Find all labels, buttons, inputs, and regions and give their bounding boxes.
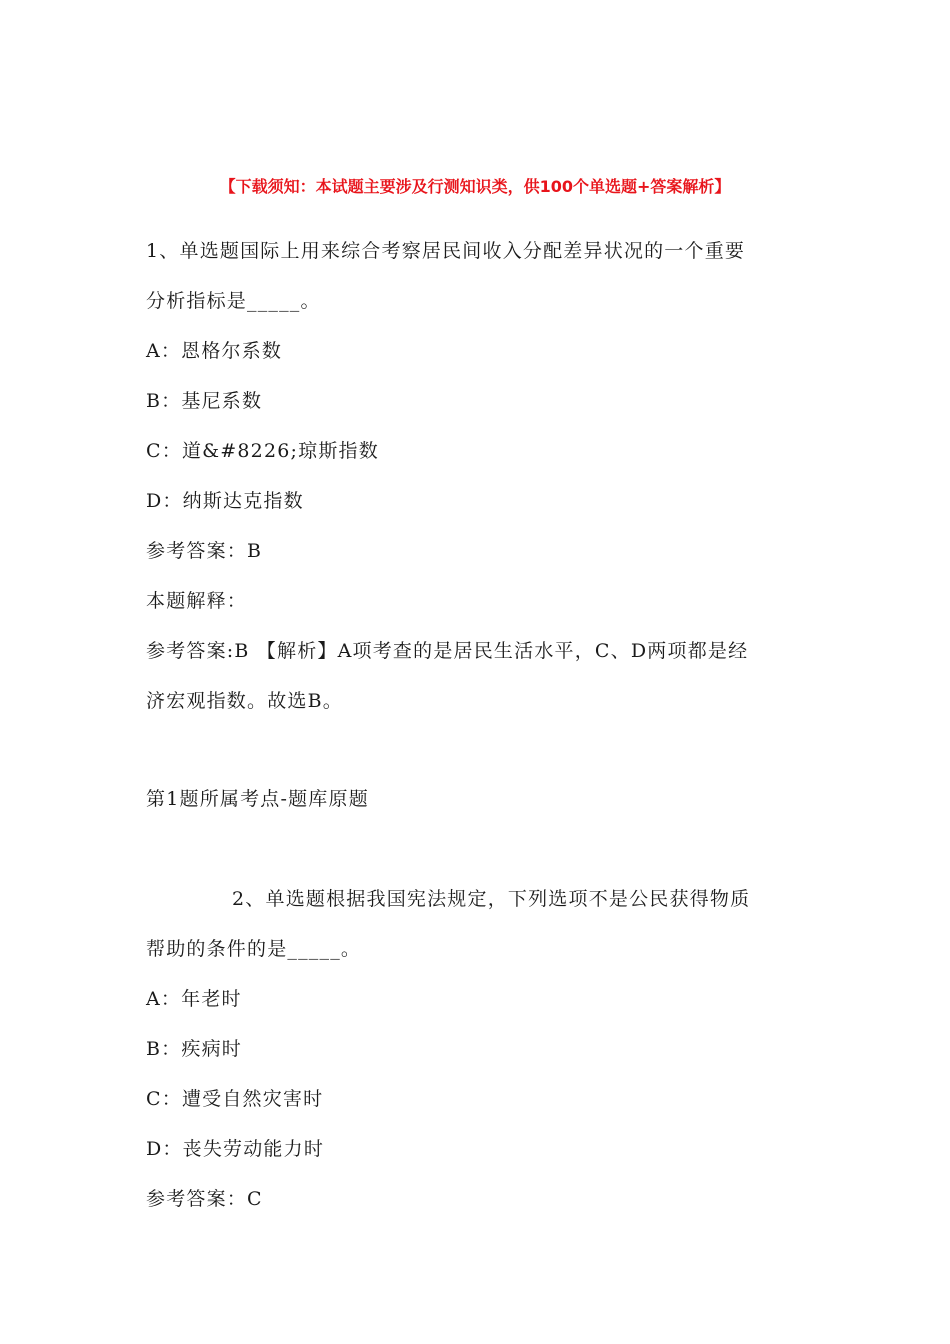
question-1-answer: 参考答案：B	[146, 540, 263, 562]
question-2-option-d: D：丧失劳动能力时	[146, 1138, 325, 1160]
question-1-explain-line2: 济宏观指数。故选B。	[146, 690, 343, 712]
question-1-option-a: A：恩格尔系数	[146, 340, 283, 362]
question-1-stem-line2: 分析指标是_____。	[146, 290, 321, 312]
question-1-option-c: C：道&#8226;琼斯指数	[146, 440, 379, 462]
question-2-option-c: C：遭受自然灾害时	[146, 1088, 324, 1110]
question-1-stem-line1: 1、单选题国际上用来综合考察居民间收入分配差异状况的一个重要	[146, 240, 746, 262]
question-2-stem-line2: 帮助的条件的是_____。	[146, 938, 362, 960]
question-2-stem-line1: 2、单选题根据我国宪法规定，下列选项不是公民获得物质	[232, 888, 751, 910]
question-1-explain-title: 本题解释：	[146, 590, 248, 612]
question-1-option-d: D：纳斯达克指数	[146, 490, 304, 512]
question-2-option-a: A：年老时	[146, 988, 242, 1010]
download-notice: 【下载须知：本试题主要涉及行测知识类，供100个单选题+答案解析】	[219, 177, 731, 196]
question-2-answer: 参考答案：C	[146, 1188, 263, 1210]
question-1-point: 第1题所属考点-题库原题	[146, 788, 369, 810]
question-1-option-b: B：基尼系数	[146, 390, 263, 412]
question-1-explain-line1: 参考答案:B 【解析】A项考查的是居民生活水平，C、D两项都是经	[146, 640, 749, 662]
question-2-option-b: B：疾病时	[146, 1038, 242, 1060]
